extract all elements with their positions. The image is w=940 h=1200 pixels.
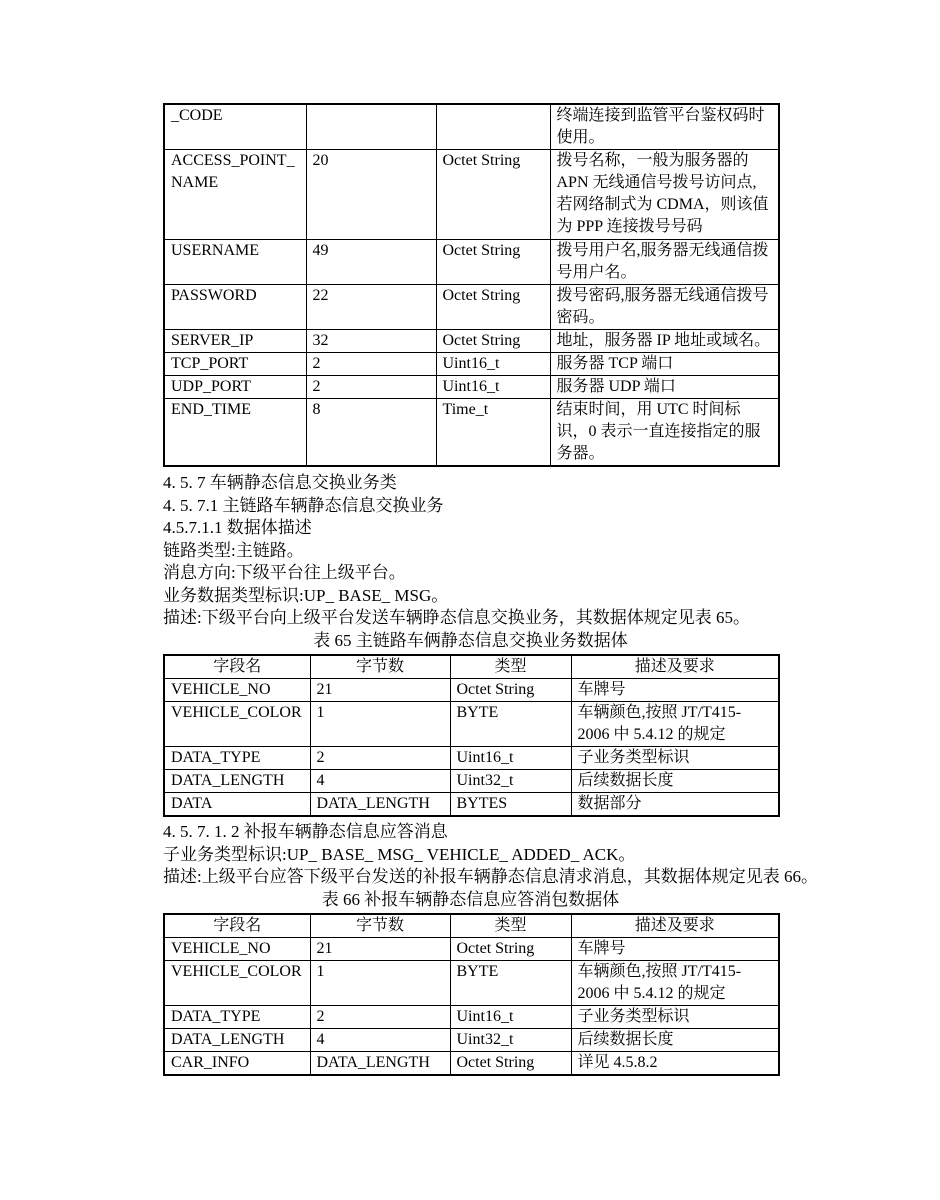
- bytes-cell: 2: [310, 1006, 450, 1029]
- desc-cell: 结束时间，用 UTC 时间标识，0 表示一直连接指定的服务器。: [550, 399, 779, 467]
- field-cell: TCP_PORT: [164, 353, 306, 376]
- header-type: 类型: [450, 914, 571, 938]
- heading-4-5-7: 4. 5. 7 车辆静态信息交换业务类: [163, 473, 397, 492]
- description-line-table65: 描述:下级平台向上级平台发送车辆睁态信息交换业务，其数据体规定见表 65。: [163, 608, 750, 627]
- table-row: [164, 285, 779, 330]
- field-cell: END_TIME: [164, 399, 306, 467]
- header-bytes: 字节数: [310, 655, 450, 679]
- field-cell: _CODE: [164, 104, 306, 150]
- desc-cell: 子业务类型标识: [571, 747, 779, 770]
- table66-caption: 表 66 补报车辆静态信息应答消包数据体: [321, 889, 620, 909]
- bytes-cell: DATA_LENGTH: [310, 793, 450, 817]
- table-row: [164, 1029, 779, 1052]
- table-row: [164, 679, 779, 702]
- table-header-row: [164, 655, 779, 679]
- desc-cell: 子业务类型标识: [571, 1006, 779, 1029]
- field-cell: UDP_PORT: [164, 376, 306, 399]
- table-66: [163, 913, 780, 1076]
- table-row: [164, 702, 779, 747]
- bytes-cell: [306, 104, 436, 150]
- type-cell: Uint32_t: [450, 1029, 571, 1052]
- type-cell: Uint16_t: [436, 353, 550, 376]
- description-line-table66: 描述:上级平台应答下级平台发送的补报车辆静态信息清求消息，其数据体规定见表 66。: [163, 867, 818, 886]
- type-cell: Uint16_t: [450, 1006, 571, 1029]
- type-cell: Octet String: [450, 1052, 571, 1076]
- table-row: [164, 150, 779, 240]
- type-cell: Time_t: [436, 399, 550, 467]
- heading-4-5-7-1-1: 4.5.7.1.1 数据体描述: [163, 518, 312, 537]
- desc-cell: 车牌号: [571, 679, 779, 702]
- bytes-cell: 49: [306, 240, 436, 285]
- header-field: 字段名: [164, 914, 310, 938]
- field-cell: PASSWORD: [164, 285, 306, 330]
- page-content: [163, 103, 818, 1076]
- table-dynamic-info-config: [163, 103, 780, 467]
- table65-caption: 表 65 主链路车俩静态信息交换业务数据体: [313, 630, 628, 650]
- header-desc: 描述及要求: [571, 914, 779, 938]
- type-cell: Octet String: [450, 938, 571, 961]
- table-row: [164, 770, 779, 793]
- desc-cell: 拨号密码,服务器无线通信拨号密码。: [550, 285, 779, 330]
- type-cell: Uint32_t: [450, 770, 571, 793]
- desc-cell: 服务器 UDP 端口: [550, 376, 779, 399]
- desc-cell: 地址，服务器 IP 地址或域名。: [550, 330, 779, 353]
- bytes-cell: 4: [310, 770, 450, 793]
- type-cell: [436, 104, 550, 150]
- field-cell: VEHICLE_NO: [164, 679, 310, 702]
- field-cell: DATA_LENGTH: [164, 1029, 310, 1052]
- type-cell: BYTE: [450, 961, 571, 1006]
- table-row: [164, 104, 779, 150]
- desc-cell: 拨号名称，一般为服务器的 APN 无线通信号拨号访问点,若网络制式为 CDMA，则该值为 PPP 连接拨号号码: [550, 150, 779, 240]
- type-cell: BYTE: [450, 702, 571, 747]
- desc-cell: 详见 4.5.8.2: [571, 1052, 779, 1076]
- bytes-cell: 21: [310, 938, 450, 961]
- type-cell: Octet String: [436, 240, 550, 285]
- table-row: [164, 961, 779, 1006]
- desc-cell: 数据部分: [571, 793, 779, 817]
- field-cell: CAR_INFO: [164, 1052, 310, 1076]
- table-65: [163, 654, 780, 817]
- field-cell: DATA: [164, 793, 310, 817]
- table-row: [164, 376, 779, 399]
- desc-cell: 服务器 TCP 端口: [550, 353, 779, 376]
- table-row: [164, 938, 779, 961]
- section-4-5-7-1-2: [163, 821, 818, 911]
- bytes-cell: 20: [306, 150, 436, 240]
- section-4-5-7: [163, 472, 778, 652]
- table-header-row: [164, 914, 779, 938]
- type-cell: Octet String: [436, 150, 550, 240]
- table-row: [164, 240, 779, 285]
- field-cell: ACCESS_POINT_NAME: [164, 150, 306, 240]
- bytes-cell: 32: [306, 330, 436, 353]
- table-row: [164, 353, 779, 376]
- table-row: [164, 330, 779, 353]
- header-desc: 描述及要求: [571, 655, 779, 679]
- type-cell: Uint16_t: [450, 747, 571, 770]
- bytes-cell: 2: [310, 747, 450, 770]
- field-cell: DATA_TYPE: [164, 1006, 310, 1029]
- bytes-cell: DATA_LENGTH: [310, 1052, 450, 1076]
- desc-cell: 车辆颜色,按照 JT/T415-2006 中 5.4.12 的规定: [571, 702, 779, 747]
- type-cell: Octet String: [450, 679, 571, 702]
- field-cell: DATA_TYPE: [164, 747, 310, 770]
- field-cell: SERVER_IP: [164, 330, 306, 353]
- link-type-line: 链路类型:主链路。: [163, 540, 304, 560]
- bytes-cell: 2: [306, 353, 436, 376]
- table-row: [164, 793, 779, 817]
- desc-cell: 车辆颜色,按照 JT/T415-2006 中 5.4.12 的规定: [571, 961, 779, 1006]
- bytes-cell: 21: [310, 679, 450, 702]
- desc-cell: 后续数据长度: [571, 1029, 779, 1052]
- header-field: 字段名: [164, 655, 310, 679]
- table-row: [164, 1052, 779, 1076]
- type-cell: Uint16_t: [436, 376, 550, 399]
- bytes-cell: 2: [306, 376, 436, 399]
- bytes-cell: 8: [306, 399, 436, 467]
- table-row: [164, 399, 779, 467]
- header-type: 类型: [450, 655, 571, 679]
- bytes-cell: 4: [310, 1029, 450, 1052]
- heading-4-5-7-1: 4. 5. 7.1 主链路车辆静态信息交换业务: [163, 495, 444, 515]
- field-cell: VEHICLE_COLOR: [164, 961, 310, 1006]
- bytes-cell: 22: [306, 285, 436, 330]
- table-row: [164, 747, 779, 770]
- type-cell: Octet String: [436, 330, 550, 353]
- desc-cell: 终端连接到监管平台鉴权码时使用。: [550, 104, 779, 150]
- business-type-line: 业务数据类型标识:UP_ BASE_ MSG。: [163, 585, 449, 605]
- header-bytes: 字节数: [310, 914, 450, 938]
- desc-cell: 后续数据长度: [571, 770, 779, 793]
- message-direction-line: 消息方向:下级平台往上级平台。: [163, 563, 406, 582]
- field-cell: USERNAME: [164, 240, 306, 285]
- table-row: [164, 1006, 779, 1029]
- field-cell: VEHICLE_NO: [164, 938, 310, 961]
- desc-cell: 车牌号: [571, 938, 779, 961]
- type-cell: Octet String: [436, 285, 550, 330]
- bytes-cell: 1: [310, 961, 450, 1006]
- field-cell: DATA_LENGTH: [164, 770, 310, 793]
- field-cell: VEHICLE_COLOR: [164, 702, 310, 747]
- bytes-cell: 1: [310, 702, 450, 747]
- sub-business-type-line: 子业务类型标识:UP_ BASE_ MSG_ VEHICLE_ ADDED_ ACK。: [163, 844, 636, 864]
- type-cell: BYTES: [450, 793, 571, 817]
- heading-4-5-7-1-2: 4. 5. 7. 1. 2 补报车辆静态信息应答消息: [163, 822, 448, 841]
- desc-cell: 拨号用户名,服务器无线通信拨号用户名。: [550, 240, 779, 285]
